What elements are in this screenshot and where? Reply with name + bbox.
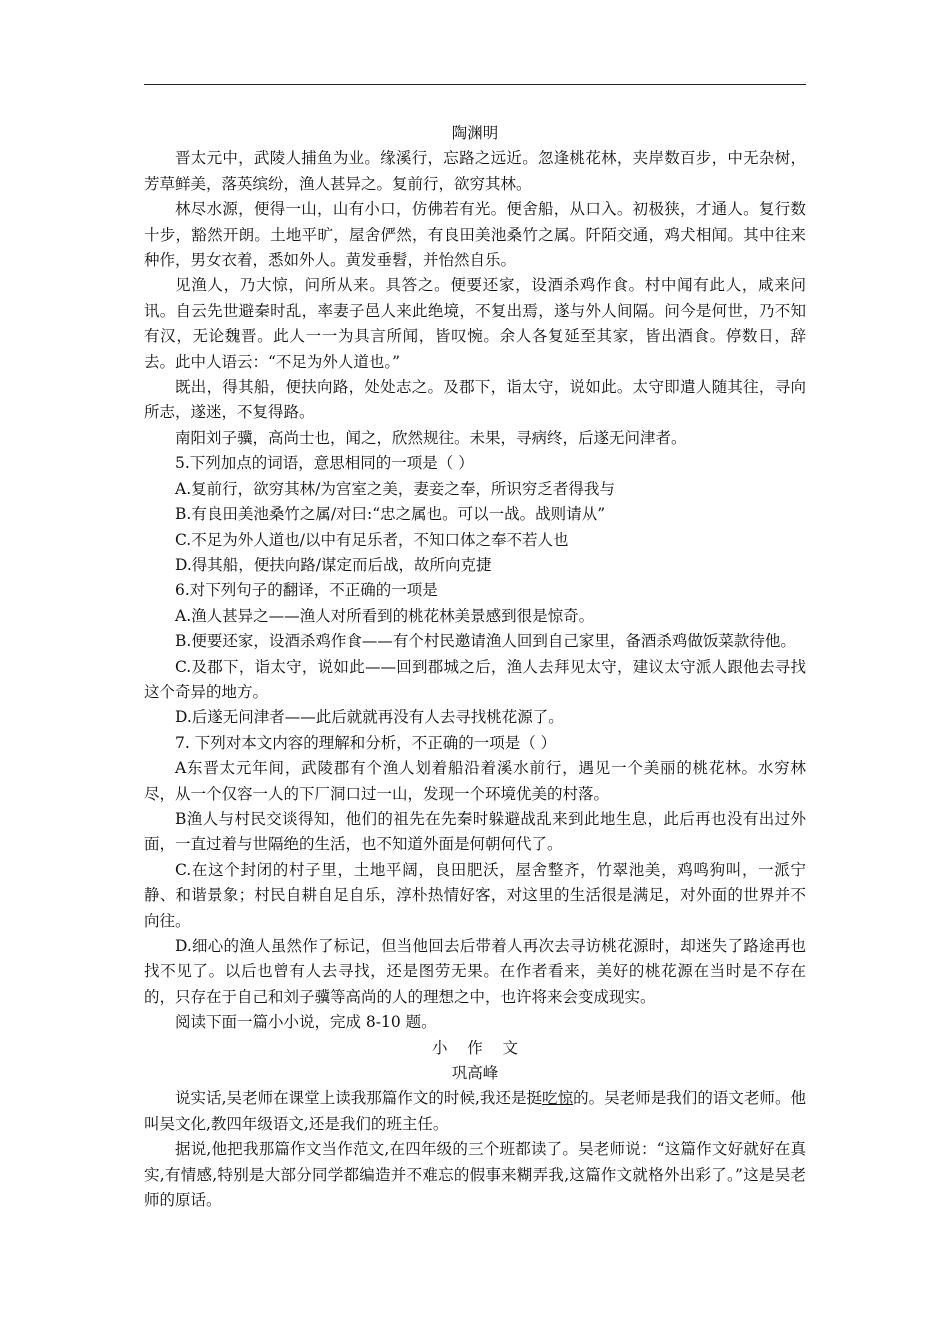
- story-author: 巩高峰: [451, 1064, 499, 1083]
- poem-paragraph: 既出，得其船，便扶向路，处处志之。及郡下，诣太守，说如此。太守即遣人随其往，寻向所志，遂迷，不复得路。: [144, 378, 806, 422]
- reading-intro: 阅读下面一篇小小说，完成 8-10 题。: [175, 1013, 437, 1032]
- poem-paragraph: 南阳刘子骥，高尚士也，闻之，欣然规往。未果，寻病终，后遂无问津者。: [175, 428, 687, 447]
- story-paragraph: [144, 1086, 806, 1137]
- question-7-option-b: B渔人与村民交谈得知，他们的祖先在先秦时躲避战乱来到此地生息，此后再也没有出过外面，一直过着与世隔绝的生活，也不知道外面是何朝何代了。: [144, 809, 806, 854]
- question-5-option-d: D.得其船，便扶向路/谋定而后战，故所向克捷: [175, 555, 492, 574]
- story-paragraph: 据说,他把我那篇作文当作范文,在四年级的三个班都读了。吴老师说：“这篇作文好就好在真实,有情感,特别是大部分同学都编造并不难忘的假事来糊弄我,这篇作文就格外出彩了。”这是吴老师的原话。: [144, 1140, 806, 1210]
- header-rule: [144, 84, 806, 85]
- question-6-option-c: C.及郡下，诣太守，说如此——回到郡城之后，渔人去拜见太守，建议太守派人跟他去寻找这个奇异的地方。: [144, 657, 806, 701]
- story-text: 说实话,吴老师在课堂上读我那篇作文的时候,我还是挺: [175, 1089, 543, 1108]
- question-5-stem: 5.下列加点的词语，意思相同的一项是（ ）: [175, 454, 474, 473]
- question-7-option-c: C.在这个封闭的村子里，土地平阔，良田肥沃，屋舍整齐，竹翠池美，鸡鸣狗叫，一派宁静、和谐景象；村民自耕自足自乐，淳朴热情好客，对这里的生活很是满足，对外面的世界并不向往。: [144, 860, 806, 930]
- question-6-option-b: B.便要还家，设酒杀鸡作食——有个村民邀请渔人回到自己家里，备酒杀鸡做饭菜款待他。: [175, 632, 796, 651]
- poem-paragraph: 林尽水源，便得一山，山有小口，仿佛若有光。便舍船，从口入。初极狭，才通人。复行数十步，豁然开朗。土地平旷，屋舍俨然，有良田美池桑竹之属。阡陌交通，鸡犬相闻。其中往来种作，男女衣着，悉如外人。黄发垂髫，并怡然自乐。: [144, 200, 806, 270]
- question-7-option-d: D.细心的渔人虽然作了标记，但当他回去后带着人再次去寻访桃花源时，却迷失了路途再也找不见了。以后也曾有人去寻找，还是图劳无果。在作者看来，美好的桃花源在当时是不存在的，只存在于自己和刘子骥等高尚的人的理想之中，也许将来会变成现实。: [144, 937, 806, 1006]
- underlined-word: 吃惊: [542, 1089, 574, 1108]
- question-5-option-c: C.不足为外人道也/以中有足乐者，不知口体之奉不若人也: [175, 530, 569, 549]
- question-5-option-b: B.有良田美池桑竹之属/对曰:“忠之属也。可以一战。战则请从”: [175, 505, 606, 524]
- poem-paragraph: 晋太元中，武陵人捕鱼为业。缘溪行，忘路之远近。忽逢桃花林，夹岸数百步，中无杂树，芳草鲜美，落英缤纷，渔人甚异之。复前行，欲穷其林。: [144, 149, 806, 193]
- question-6-option-a: A.渔人甚异之——渔人对所看到的桃花林美景感到很是惊奇。: [175, 606, 595, 625]
- poem-paragraph: 见渔人，乃大惊，问所从来。具答之。便要还家，设酒杀鸡作食。村中闻有此人，咸来问讯。自云先世避秦时乱，率妻子邑人来此绝境，不复出焉，遂与外人间隔。问今是何世，乃不知有汉，无论魏晋。此人一一为具言所闻，皆叹惋。余人各复延至其家，皆出酒食。停数日，辞去。此中人语云：“不足为外人道也。”: [144, 276, 806, 371]
- question-6-stem: 6.对下列句子的翻译，不正确的一项是: [175, 581, 438, 600]
- question-6-option-d: D.后遂无问津者——此后就就再没有人去寻找桃花源了。: [175, 708, 564, 727]
- question-7-option-a: A东晋太元年间，武陵郡有个渔人划着船沿着溪水前行，遇见一个美丽的桃花林。水穷林尽，从一个仅容一人的下厂洞口过一山，发现一个环境优美的村落。: [144, 759, 806, 803]
- story-text: 的。吴老师是我们的语文老师。他叫吴文化,教四年级语文,还是我们的班主任。: [144, 1089, 806, 1133]
- question-7-stem: 7. 下列对本文内容的理解和分析，不正确的一项是（ ）: [175, 733, 557, 752]
- poem-author: 陶渊明: [451, 124, 499, 142]
- document-body: [144, 121, 806, 1213]
- story-title: 小 作 文: [432, 1038, 518, 1057]
- question-5-option-a: A.复前行，欲穷其林/为宫室之美，妻妾之奉，所识穷乏者得我与: [175, 479, 615, 498]
